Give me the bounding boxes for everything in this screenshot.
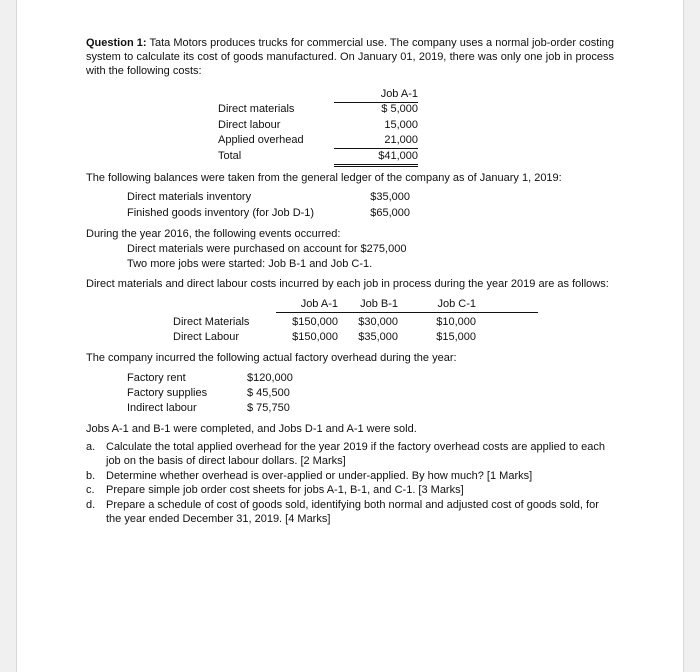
job-cost-label: Total [218,150,242,162]
right-margin-bar [683,0,700,672]
question-letter: c. [86,484,95,497]
balance-value: $65,000 [370,207,410,219]
question-item-a [86,441,616,469]
overhead-text: The company incurred the following actual factory overhead during the year: [86,352,457,364]
overhead-label: Factory rent [127,372,186,384]
job-cost-label: Direct labour [218,119,281,131]
overhead-label: Factory supplies [127,387,208,399]
question-list [86,441,616,528]
overhead-value: $ 45,500 [247,387,290,399]
event-line: Direct materials were purchased on account for $275,000 [127,243,407,255]
overhead-value: $ 75,750 [247,402,290,414]
job-cost-label: Direct materials [218,103,295,115]
question-text: Determine whether overhead is over-applied or under-applied. By how much? [1 Marks] [106,469,533,482]
overhead-label: Indirect labour [127,402,197,414]
balance-label: Finished goods inventory (for Job D-1) [127,207,315,219]
question-text: Calculate the total applied overhead for the year 2019 if the factory overhead costs are applied to each job on the basis of direct labour dollars. [2 Marks] [106,441,605,467]
balance-label: Direct materials inventory [127,191,252,203]
question-letter: a. [86,441,96,453]
dm-dl-header: Job B-1 [360,298,398,310]
dm-dl-cell: $30,000 [358,316,398,328]
dm-dl-cell: $150,000 [292,331,338,343]
question-intro [86,37,614,78]
question-letter: b. [86,469,96,482]
job-cost-value: $ 5,000 [381,103,418,115]
dm-dl-row-label: Direct Labour [173,331,240,343]
question-label: Question 1: [86,37,147,49]
balance-value: $35,000 [370,191,410,203]
job-cost-value: 15,000 [384,119,418,131]
balances-text: The following balances were taken from the general ledger of the company as of January 1, 2019: [86,172,562,184]
dm-dl-cell: $150,000 [292,316,338,328]
left-margin-bar [0,0,17,672]
question-letter: d. [86,499,96,511]
overhead-value: $120,000 [247,372,293,384]
dm-dl-cell: $10,000 [436,316,476,328]
completion-text: Jobs A-1 and B-1 were completed, and Jobs D-1 and A-1 were sold. [86,423,417,435]
question-text: Prepare simple job order cost sheets for jobs A-1, B-1, and C-1. [3 Marks] [106,484,464,497]
dm-dl-cell: $15,000 [436,331,476,343]
question-text: Prepare a schedule of cost of goods sold, identifying both normal and adjusted cost of goods sold, for the year ended December 31, 2019. [4 Marks] [106,499,599,525]
question-item-d [86,499,616,527]
question-intro-text: Tata Motors produces trucks for commercial use. The company uses a normal job-order costing system to calculate its cost of goods manufactured. On January 01, 2019, there was only one job in process with the following costs: [86,37,615,77]
dm-dl-header: Job A-1 [300,298,338,310]
question-item-b [86,470,616,484]
question-item-c [86,484,616,498]
job-cost-value: 21,000 [334,134,418,149]
job-cost-header: Job A-1 [334,88,418,103]
job-cost-total: $41,000 [334,150,418,167]
job-cost-label: Applied overhead [218,134,304,146]
dm-dl-text: Direct materials and direct labour costs incurred by each job in process during the year 2019 are as follows: [86,278,609,290]
event-line: Two more jobs were started: Job B-1 and Job C-1. [127,258,373,270]
dm-dl-header: Job C-1 [437,298,476,310]
events-heading: During the year 2016, the following events occurred: [86,228,341,240]
dm-dl-row-label: Direct Materials [173,316,250,328]
dm-dl-cell: $35,000 [358,331,398,343]
